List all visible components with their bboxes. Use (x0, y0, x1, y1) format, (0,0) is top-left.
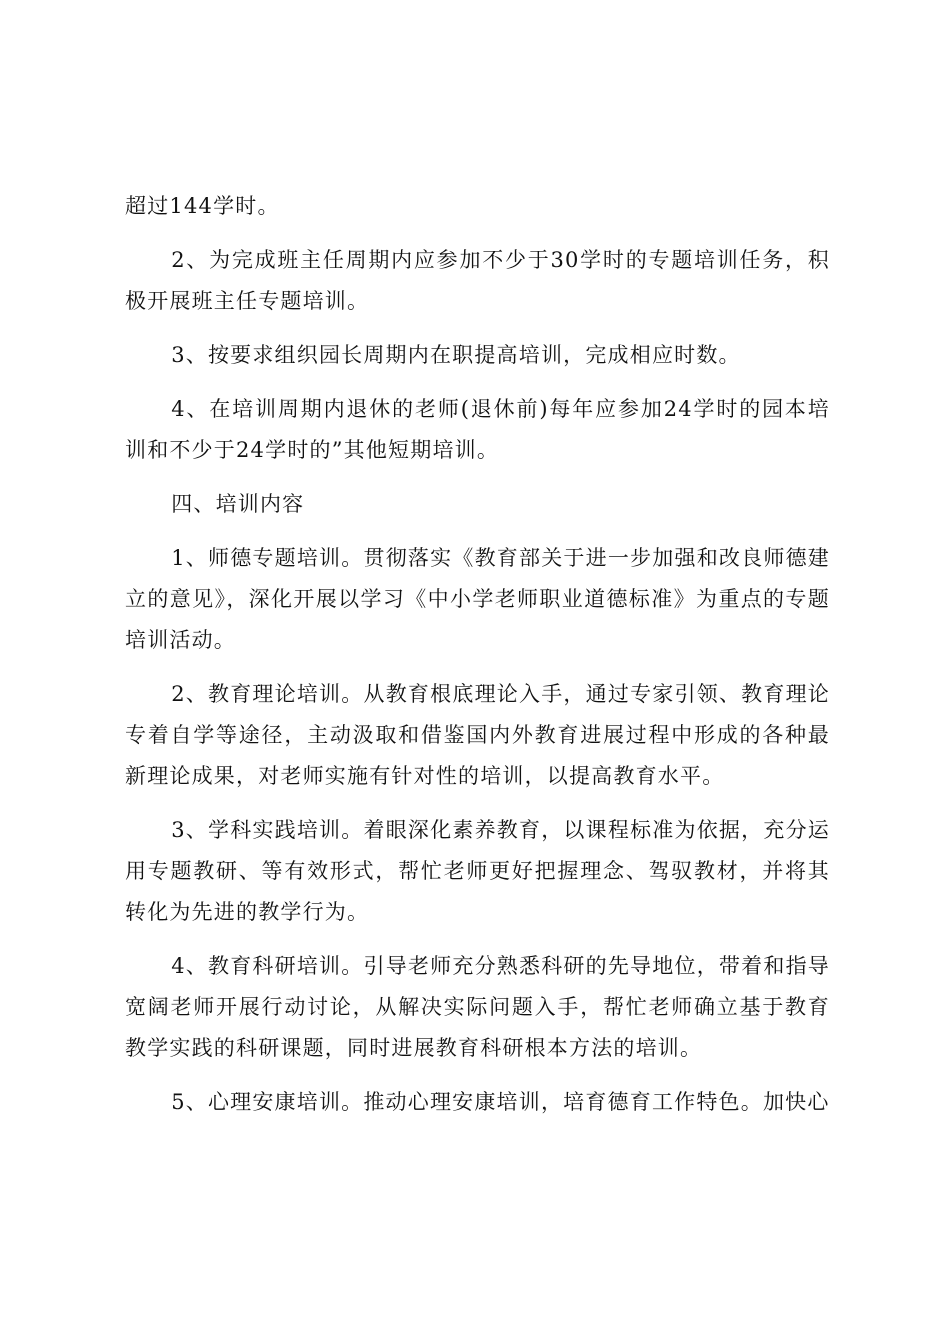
paragraph-3: 3、按要求组织园长周期内在职提高培训，完成相应时数。 (171, 343, 741, 367)
paragraph-9: 5、心理安康培训。推动心理安康培训，培育德育工作特色。加快心 (171, 1090, 830, 1114)
paragraph-4: 4、在培训周期内退休的老师(退休前)每年应参加24学时的园本培训和不少于24学时的”其他短期培训。 (125, 397, 830, 462)
paragraph-5: 1、师德专题培训。贯彻落实《教育部关于进一步加强和改良师德建立的意见》，深化开展以学习《中小学老师职业道德标准》为重点的专题培训活动。 (125, 546, 830, 652)
paragraph-1: 超过144学时。 (125, 194, 280, 218)
paragraph-2: 2、为完成班主任周期内应参加不少于30学时的专题培训任务，积极开展班主任专题培训。 (125, 248, 830, 313)
section-heading: 四、培训内容 (171, 492, 305, 516)
paragraph-6: 2、教育理论培训。从教育根底理论入手，通过专家引领、教育理论专着自学等途径，主动汲取和借鉴国内外教育进展过程中形成的各种最新理论成果，对老师实施有针对性的培训，以提高教育水平。 (125, 682, 830, 788)
paragraph-7: 3、学科实践培训。着眼深化素养教育，以课程标准为依据，充分运用专题教研、等有效形式，帮忙老师更好把握理念、驾驭教材，并将其转化为先进的教学行为。 (125, 818, 830, 924)
paragraph-8: 4、教育科研培训。引导老师充分熟悉科研的先导地位，带着和指导宽阔老师开展行动讨论，从解决实际问题入手，帮忙老师确立基于教育教学实践的科研课题，同时进展教育科研根本方法的培训。 (125, 954, 830, 1060)
document-body (125, 186, 830, 1136)
